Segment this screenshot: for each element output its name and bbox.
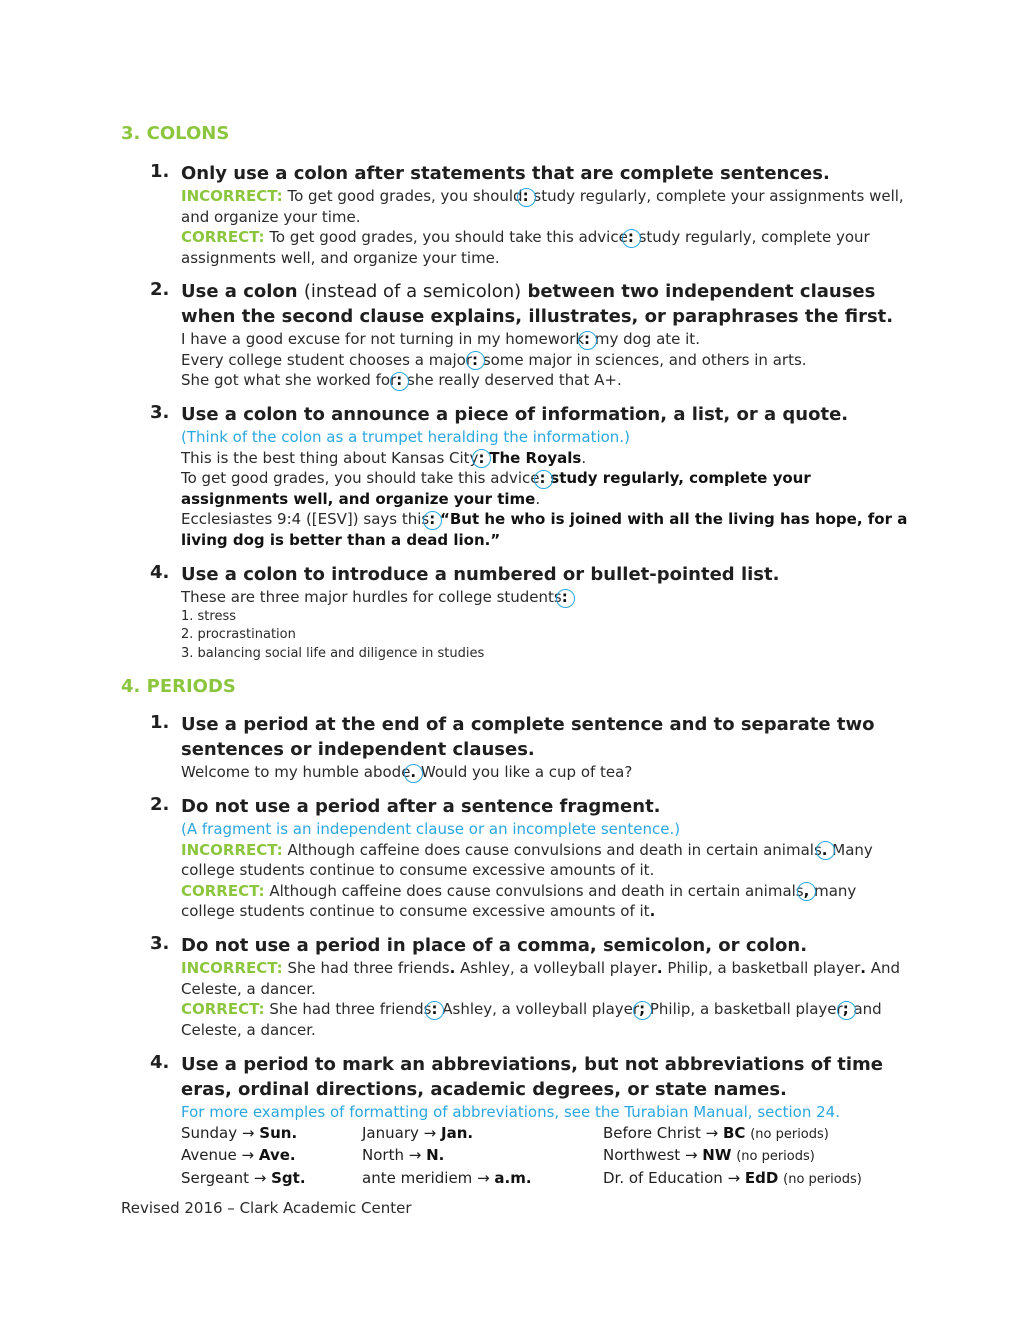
period-mark: . (656, 959, 663, 977)
rule-examples (181, 587, 910, 608)
abbr-cell: Dr. of Education → EdD (no periods) (603, 1168, 862, 1187)
rule-examples (181, 329, 910, 391)
rule-examples (181, 186, 910, 268)
incorrect-label: INCORRECT: (181, 959, 283, 977)
section-title-periods: 4. PERIODS (121, 676, 236, 697)
abbr-cell: ante meridiem → a.m. (362, 1168, 532, 1187)
example-text: To get good grades, you should take this advice (181, 469, 540, 488)
rule-examples (181, 819, 910, 922)
abbr-cell: Before Christ → BC (no periods) (603, 1123, 829, 1142)
list-item: 2. procrastination (181, 627, 296, 643)
example-text: Ecclesiastes 9:4 ([ESV]) says this (181, 510, 430, 529)
rule-heading: Use a colon to announce a piece of information, a list, or a quote. (181, 404, 849, 425)
example-text: Although caffeine does cause convulsions and death in certain animals (269, 881, 804, 900)
period-rule-2 (150, 794, 910, 922)
example-text: and Celeste, a dancer. (181, 1000, 882, 1039)
rule-examples (181, 427, 910, 551)
circled-colon: : (584, 330, 591, 348)
circled-colon: : (396, 371, 403, 390)
correct-label: CORRECT: (181, 1000, 265, 1019)
example-text: many college students continue to consume excessive amounts of it (181, 881, 857, 921)
example-text: Many college students continue to consume excessive amounts of it. (181, 840, 873, 880)
circled-semicolon: ; (639, 1000, 646, 1019)
period-mark: . (449, 959, 456, 977)
example-text: Philip, a basketball player (649, 1000, 843, 1019)
heading-part: between two independent clauses when the second clause explains, illustrates, or paraphrases the first. (181, 281, 894, 327)
rule-heading: Use a colon to introduce a numbered or bullet-pointed list. (181, 564, 780, 585)
colon-rule-3 (150, 402, 910, 551)
correct-label: CORRECT: (181, 228, 265, 247)
numbered-list (181, 608, 910, 664)
example-text: And Celeste, a dancer. (181, 959, 901, 998)
example-bold: The Royals (489, 448, 582, 467)
rule-number: 3. (150, 933, 170, 954)
example-text: my dog ate it. (594, 330, 700, 348)
rule-number: 2. (150, 279, 170, 300)
period-mark: . (860, 959, 866, 977)
rule-number: 2. (150, 794, 170, 815)
circled-colon: : (472, 350, 479, 369)
example-text: She got what she worked for (181, 371, 397, 390)
example-text: study regularly, complete your assignments well, and organize your time. (181, 187, 904, 226)
circled-colon: : (627, 228, 634, 247)
rule-note: (Think of the colon as a trumpet heralding the information.) (181, 428, 630, 446)
example-text: Would you like a cup of tea? (420, 763, 633, 781)
rule-heading: Do not use a period after a sentence fragment. (181, 796, 661, 817)
abbreviation-table (181, 1123, 910, 1191)
abbr-cell: Sergeant → Sgt. (181, 1168, 306, 1187)
example-text: she really deserved that A+. (407, 371, 622, 390)
period-rule-1 (150, 712, 910, 783)
example-text: To get good grades, you should take this advice (269, 228, 628, 247)
example-bold: study regularly, complete your assignments well, and organize your time (181, 469, 811, 508)
abbr-cell: Sunday → Sun. (181, 1123, 298, 1142)
rule-examples (181, 958, 910, 1040)
circled-period: . (410, 763, 417, 781)
period-rule-3 (150, 933, 910, 1040)
page-footer: Revised 2016 – Clark Academic Center (121, 1199, 412, 1217)
rule-heading: Do not use a period in place of a comma, semicolon, or colon. (181, 935, 808, 956)
circled-period: . (821, 840, 828, 859)
circled-semicolon: ; (842, 1000, 849, 1019)
example-bold: “But he who is joined with all the living has hope, for a living dog is better than a dead lion.” (181, 510, 908, 549)
example-text: She had three friends (287, 959, 450, 977)
incorrect-label: INCORRECT: (181, 840, 283, 859)
example-text: Although caffeine does cause convulsions and death in certain animals (287, 840, 822, 859)
abbr-cell: January → Jan. (362, 1123, 474, 1142)
correct-label: CORRECT: (181, 881, 265, 900)
example-text: . (535, 489, 541, 508)
list-item: 1. stress (181, 608, 237, 624)
abbr-cell: North → N. (362, 1146, 445, 1165)
incorrect-label: INCORRECT: (181, 187, 283, 205)
colon-rule-1 (150, 161, 910, 268)
abbr-cell: Avenue → Ave. (181, 1146, 296, 1165)
example-text: Welcome to my humble abode (181, 763, 411, 781)
example-text: She had three friends (269, 1000, 432, 1019)
example-text: These are three major hurdles for college students (181, 588, 562, 606)
circled-comma: , (803, 881, 810, 900)
example-text: To get good grades, you should (287, 187, 523, 205)
example-text: Philip, a basketball player (667, 959, 861, 977)
rule-number: 3. (150, 402, 170, 423)
rule-examples (181, 762, 910, 783)
list-item: 3. balancing social life and diligence in studies (181, 645, 485, 661)
heading-part: Use a colon (181, 281, 298, 302)
rule-number: 1. (150, 161, 170, 182)
example-text: study regularly, complete your assignments well, and organize your time. (181, 228, 870, 267)
circled-colon: : (431, 1000, 438, 1019)
circled-colon: : (478, 448, 485, 467)
colon-rule-2 (150, 279, 910, 391)
rule-number: 4. (150, 1052, 170, 1073)
circled-colon: : (522, 187, 529, 205)
circled-colon: : (429, 510, 436, 529)
rule-heading (181, 279, 910, 329)
example-text: Ashley, a volleyball player (460, 959, 657, 977)
colon-rule-4 (150, 562, 910, 663)
example-text: . (581, 448, 587, 467)
heading-aside: (instead of a semicolon) (303, 281, 522, 302)
example-text: This is the best thing about Kansas City (181, 448, 479, 467)
section-title-colons: 3. COLONS (121, 123, 230, 144)
rule-heading: Only use a colon after statements that are complete sentences. (181, 163, 830, 184)
rule-heading: Use a period at the end of a complete sentence and to separate two sentences or independent clauses. (181, 714, 875, 760)
rule-number: 4. (150, 562, 170, 583)
example-text: I have a good excuse for not turning in my homework (181, 330, 585, 348)
circled-colon: : (561, 588, 568, 606)
abbr-cell: Northwest → NW (no periods) (603, 1146, 815, 1165)
period-rule-4 (150, 1052, 910, 1190)
rule-note: (A fragment is an independent clause or an incomplete sentence.) (181, 820, 681, 838)
example-text: some major in sciences, and others in arts. (482, 350, 807, 369)
example-text: Ashley, a volleyball player (442, 1000, 640, 1019)
rule-number: 1. (150, 712, 170, 733)
period-mark: . (649, 902, 656, 921)
circled-colon: : (539, 469, 546, 488)
rule-note: For more examples of formatting of abbreviations, see the Turabian Manual, section 24. (181, 1103, 840, 1121)
rule-examples (181, 1102, 910, 1123)
example-text: Every college student chooses a major (181, 350, 473, 369)
rule-heading: Use a period to mark an abbreviations, but not abbreviations of time eras, ordinal directions, academic degrees, or state names. (181, 1054, 883, 1100)
